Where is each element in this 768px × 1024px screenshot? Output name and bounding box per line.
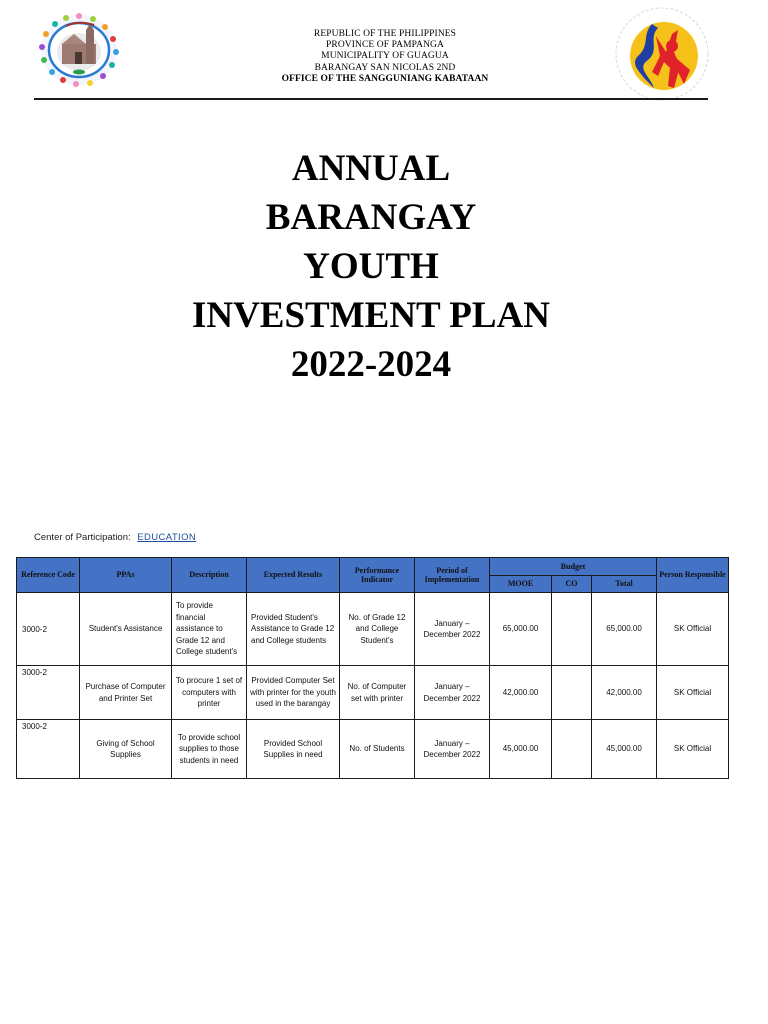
header-ppas: PPAs [80, 558, 172, 593]
letterhead-line-province: PROVINCE OF PAMPANGA [326, 40, 444, 51]
center-of-participation [34, 532, 196, 543]
title-line-barangay: BARANGAY [265, 197, 477, 238]
title-line-years: 2022-2024 [290, 344, 452, 385]
letterhead-line-republic: REPUBLIC OF THE PHILIPPINES [313, 29, 457, 39]
cell-performance-indicator: No. of Computer set with printer [340, 666, 415, 720]
cell-period: January – December 2022 [415, 720, 490, 779]
cell-expected-results: Provided Student's Assistance to Grade 12 and College students [247, 593, 340, 666]
cell-ppas: Purchase of Computer and Printer Set [80, 666, 172, 720]
cell-reference-code: 3000-2 [17, 593, 80, 666]
cell-expected-results: Provided School Supplies in need [247, 720, 340, 779]
sk-logo-icon [614, 6, 710, 102]
letterhead-line-municipality: MUNICIPALITY OF GUAGUA [321, 51, 449, 62]
table-row [17, 593, 729, 666]
cell-mooe: 42,000.00 [490, 666, 552, 720]
header-divider [34, 98, 708, 100]
cell-reference-code: 3000-2 [17, 666, 80, 720]
letterhead [240, 29, 530, 85]
cell-total: 65,000.00 [592, 593, 657, 666]
cell-expected-results: Provided Computer Set with printer for the youth used in the barangay [247, 666, 340, 720]
sk-logo [614, 6, 710, 102]
cell-performance-indicator: No. of Grade 12 and College Student's [340, 593, 415, 666]
title-line-investment-plan: INVESTMENT PLAN [191, 295, 551, 336]
cell-period: January – December 2022 [415, 666, 490, 720]
header-person-responsible: Person Responsible [657, 558, 729, 593]
center-of-participation-link[interactable]: EDUCATION [137, 532, 197, 543]
cell-mooe: 45,000.00 [490, 720, 552, 779]
cell-period: January – December 2022 [415, 593, 490, 666]
header-description: Description [172, 558, 247, 593]
header-budget: Budget [490, 558, 657, 576]
cell-description: To provide school supplies to those students in need [172, 720, 247, 779]
table-row [17, 666, 729, 720]
letterhead-office: OFFICE OF THE SANGGUNIANG KABATAAN [281, 73, 489, 84]
document-title [0, 144, 742, 389]
barangay-seal-logo [38, 12, 120, 88]
cell-description: To provide financial assistance to Grade 12 and College student's [172, 593, 247, 666]
cell-person-responsible: SK Official [657, 720, 729, 779]
cell-total: 45,000.00 [592, 720, 657, 779]
header-mooe: MOOE [490, 576, 552, 593]
cell-person-responsible: SK Official [657, 666, 729, 720]
cell-co [552, 593, 592, 666]
table-row [17, 720, 729, 779]
header-co: CO [552, 576, 592, 593]
title-line-youth: YOUTH [303, 246, 439, 287]
header-period: Period of Implementation [415, 558, 490, 593]
title-line-annual: ANNUAL [291, 148, 451, 189]
cell-mooe: 65,000.00 [490, 593, 552, 666]
cell-total: 42,000.00 [592, 666, 657, 720]
header-total: Total [592, 576, 657, 593]
barangay-seal-icon [38, 12, 120, 88]
cell-co [552, 666, 592, 720]
center-of-participation-label: Center of Participation: [34, 532, 131, 543]
cell-ppas: Student's Assistance [80, 593, 172, 666]
investment-plan-table [16, 557, 729, 779]
cell-reference-code: 3000-2 [17, 720, 80, 779]
header-expected-results: Expected Results [247, 558, 340, 593]
header-performance-indicator: Performance Indicator [340, 558, 415, 593]
cell-description: To procure 1 set of computers with printer [172, 666, 247, 720]
header-reference-code: Reference Code [17, 558, 80, 593]
cell-ppas: Giving of School Supplies [80, 720, 172, 779]
cell-co [552, 720, 592, 779]
cell-performance-indicator: No. of Students [340, 720, 415, 779]
letterhead-line-barangay: BARANGAY SAN NICOLAS 2ND [314, 62, 456, 73]
cell-person-responsible: SK Official [657, 593, 729, 666]
